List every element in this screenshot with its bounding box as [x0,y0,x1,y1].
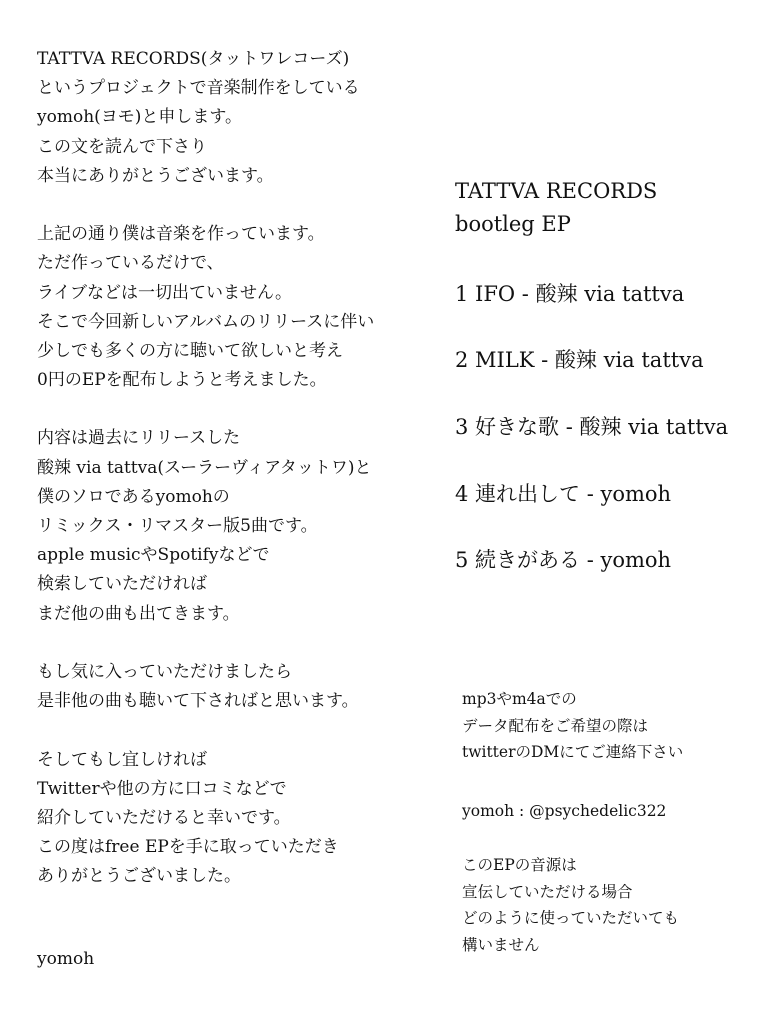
note-line: 構いません [462,935,540,954]
text-line: ライブなどは一切出ていません。 [37,282,292,303]
text-line: そしてもし宜しければ [37,749,207,770]
text-line: ただ作っているだけで、 [37,253,224,274]
ep-title: bootleg EP [455,212,571,236]
text-line: そこで今回新しいアルバムのリリースに伴い [37,311,375,332]
note-line: twitterのDMにてご連絡下さい [462,743,684,761]
text-line: もし気に入っていただけましたら [37,661,292,682]
text-line: ありがとうございました。 [37,866,241,887]
text-line: 0円のEPを配布しようと考えました。 [37,370,327,391]
text-line: TATTVA RECORDS(タットワレコーズ) [37,49,350,69]
ep-header [455,175,657,241]
note-line: どのように使っていただいても [462,909,680,927]
text-line: 是非他の曲も聴いて下さればと思います。 [37,691,359,712]
text-line: まだ他の曲も出てきます。 [37,603,240,624]
note-line: 宣伝していただける場合 [462,882,633,901]
text-line: 本当にありがとうございます。 [37,165,274,186]
text-line: 上記の通り僕は音楽を作っています。 [37,224,325,245]
track-item: 2 MILK - 酸辣 via tattva [455,348,704,372]
text-line: 紹介していただけると幸いです。 [37,807,291,828]
signature: yomoh [37,949,95,969]
note-line: このEPの音源は [462,856,577,874]
note-line: mp3やm4aでの [462,690,577,708]
text-line: 少しでも多くの方に聴いて欲しいと考え [37,340,343,361]
text-line: リミックス・リマスター版5曲です。 [37,516,318,536]
track-item: 4 連れ出して - yomoh [455,482,672,506]
paragraph-gap [37,629,437,658]
text-line: 酸辣 via tattva(スーラーヴィアタットワ)と [37,457,372,478]
track-item: 1 IFO - 酸辣 via tattva [455,282,685,306]
text-line: 僕のソロであるyomohの [37,486,230,507]
paragraph-contents [37,424,437,628]
text-line: というプロジェクトで音楽制作をしている [37,78,360,99]
ep-label: TATTVA RECORDS [455,179,658,203]
message-body [37,45,437,891]
paragraph-gap [37,716,437,745]
usage-note [462,852,762,958]
text-line: この文を読んで下さり [37,136,207,157]
text-line: 内容は過去にリリースした [37,428,241,449]
paragraph-gap [37,191,437,220]
text-line: apple musicやSpotifyなどで [37,545,270,566]
paragraph-reason [37,220,437,395]
note-line: データ配布をご希望の際は [462,716,649,735]
track-item: 5 続きがある - yomoh [455,548,672,572]
text-line: yomoh(ヨモ)と申します。 [37,107,243,128]
text-line: Twitterや他の方に口コミなどで [37,778,287,799]
track-item: 3 好きな歌 - 酸辣 via tattva [455,415,729,439]
paragraph-gap [37,395,437,424]
distribution-note [462,686,762,766]
paragraph-request [37,658,437,716]
paragraph-intro [37,45,437,191]
text-line: この度はfree EPを手に取っていただき [37,837,339,858]
text-line: 検索していただければ [37,574,207,595]
contact-handle: yomoh : @psychedelic322 [462,802,667,820]
paragraph-thanks [37,746,437,892]
